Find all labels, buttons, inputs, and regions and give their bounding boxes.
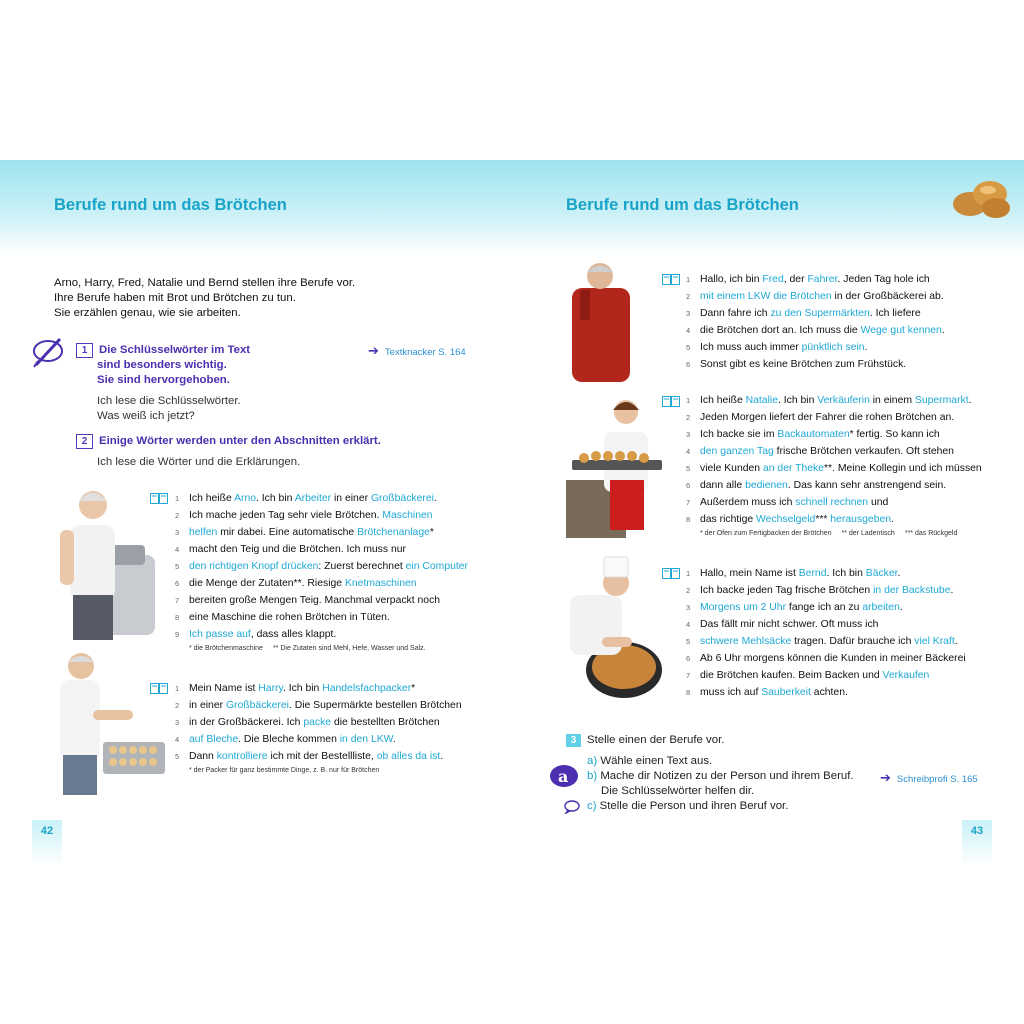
line-number: 2 [175, 701, 180, 710]
text-segment: . Die Supermärkte bestellen Brötchen [288, 700, 462, 711]
line-number: 3 [175, 528, 180, 537]
bread-rolls-icon [950, 172, 1012, 220]
footnote: * der Ofen zum Fertigbacken der Brötchen [700, 530, 832, 537]
keyword: Fred [762, 274, 784, 285]
text-segment: die Menge der Zutaten**. Riesige [189, 578, 345, 589]
line-number: 3 [175, 718, 180, 727]
left-page-title: Berufe rund um das Brötchen [54, 196, 287, 214]
natalie-text [686, 392, 982, 537]
line-number: 1 [175, 494, 180, 503]
task-instruction: Was weiß ich jetzt? [97, 410, 195, 422]
line-number: 7 [175, 596, 180, 605]
text-segment: Ich backe jeden Tag frische Brötchen [700, 585, 874, 596]
subtask-letter: c) [587, 800, 597, 812]
text-line [686, 460, 982, 477]
text-segment: **. Meine Kollegin und ich müssen [824, 463, 982, 474]
harry-photo [55, 650, 165, 795]
text-line [686, 616, 966, 633]
keyword: pünktlich sein [801, 342, 865, 353]
text-line [175, 714, 462, 731]
text-segment: . Jeden Tag hole ich [837, 274, 930, 285]
task-1 [76, 343, 250, 424]
line-number: 6 [686, 481, 691, 490]
keyword: Verkäuferin [817, 395, 870, 406]
text-line [686, 599, 966, 616]
text-line [686, 339, 945, 356]
text-segment: : Zuerst berechnet [318, 561, 406, 572]
keyword: Großbäckerei [370, 493, 434, 504]
keyword: Arno [234, 493, 257, 504]
book-icon [662, 274, 680, 285]
keyword: den richtigen Knopf drücken [189, 561, 319, 572]
text-segment: . [891, 514, 894, 525]
keyword: Arbeiter [294, 493, 332, 504]
keyword: Ich passe auf [189, 629, 251, 640]
text-segment: die bestellten Brötchen [331, 717, 440, 728]
task-number: 3 [566, 734, 581, 747]
line-number: 5 [686, 464, 691, 473]
subtask-text: Die Schlüsselwörter helfen dir. [601, 785, 755, 797]
text-segment: . [440, 751, 444, 762]
text-segment: ich mit der Bestellliste, [267, 751, 377, 762]
task-title-line: sind besonders wichtig. [97, 359, 227, 371]
bernd-text [686, 565, 966, 701]
text-segment: Sonst gibt es keine Brötchen zum Frühstück. [700, 359, 907, 370]
footnotes [189, 767, 462, 774]
text-segment: . [897, 568, 901, 579]
text-segment: . [941, 325, 945, 336]
text-segment: . Ich bin [826, 568, 866, 579]
line-number: 4 [175, 545, 180, 554]
text-line [686, 494, 982, 511]
text-line [175, 626, 468, 643]
text-segment: macht den Teig und die Brötchen. Ich muss nur [189, 544, 406, 555]
text-line [686, 392, 982, 409]
text-segment: * [429, 527, 434, 538]
harry-text [175, 680, 462, 774]
intro-text [54, 276, 355, 321]
keyword: schwere Mehlsäcke [700, 636, 792, 647]
footnote: ** Die Zutaten sind Mehl, Hefe, Wasser und Salz. [272, 645, 426, 652]
right-page-title: Berufe rund um das Brötchen [566, 196, 799, 214]
keyword: helfen [189, 527, 218, 538]
text-segment: Dann fahre ich [700, 308, 771, 319]
reference-text: Textknacker S. 164 [384, 347, 466, 358]
text-segment: , dass alles klappt. [250, 629, 337, 640]
keyword: Wege gut kennen [860, 325, 942, 336]
book-icon [662, 568, 680, 579]
line-number: 2 [686, 586, 691, 595]
footnote: ** der Ladentisch [841, 530, 895, 537]
write-icon [548, 763, 580, 789]
fred-photo [566, 260, 636, 382]
text-segment: Jeden Morgen liefert der Fahrer die rohen Brötchen an. [700, 412, 955, 423]
text-segment: Ich mache jeden Tag sehr viele Brötchen. [189, 510, 383, 521]
keyword: Harry [258, 683, 283, 694]
text-segment: achten. [810, 687, 848, 698]
line-number: 1 [686, 275, 691, 284]
text-line [686, 356, 945, 373]
speech-bubble-icon [564, 800, 580, 814]
line-number: 2 [686, 413, 691, 422]
arno-text [175, 490, 468, 652]
pencil-icon [30, 333, 70, 369]
text-line [686, 271, 945, 288]
text-segment: Dann [189, 751, 217, 762]
task-title: Die Schlüsselwörter im Text [99, 344, 251, 356]
task-instruction: Ich lese die Wörter und die Erklärungen. [97, 456, 301, 468]
text-line [175, 609, 468, 626]
footnote: *** das Rückgeld [904, 530, 958, 537]
text-segment: . Ich bin [778, 395, 818, 406]
keyword: ob alles da ist [376, 751, 441, 762]
natalie-photo [566, 390, 666, 538]
text-line [686, 565, 966, 582]
line-number: 8 [686, 688, 691, 697]
keyword: Brötchenanlage [357, 527, 430, 538]
keyword: Großbäckerei [225, 700, 289, 711]
footnotes [700, 530, 982, 537]
bernd-photo [566, 555, 662, 700]
text-segment: Ich heiße [189, 493, 235, 504]
text-segment: bereiten große Mengen Teig. Manchmal verpackt noch [189, 595, 441, 606]
text-segment: eine Maschine die rohen Brötchen in Tüten. [189, 612, 390, 623]
arno-photo [55, 485, 155, 640]
keyword: Maschinen [382, 510, 433, 521]
text-segment: . [899, 602, 903, 613]
text-segment: dann alle [700, 480, 746, 491]
text-segment: fange ich an zu [786, 602, 863, 613]
svg-text:a: a [558, 767, 569, 786]
subtask-letter: b) [587, 770, 598, 782]
line-number: 1 [175, 684, 180, 693]
textknacker-reference[interactable] [368, 343, 466, 359]
keyword: viel Kraft [914, 636, 955, 647]
page-number-right: 43 [962, 820, 992, 865]
task-instruction: Ich lese die Schlüsselwörter. [97, 395, 241, 407]
text-line [686, 443, 982, 460]
text-line [175, 592, 468, 609]
text-line [175, 748, 462, 765]
text-line [175, 575, 468, 592]
text-line [686, 650, 966, 667]
text-segment: und [868, 497, 889, 508]
line-number: 5 [175, 752, 180, 761]
text-segment: muss ich auf [700, 687, 762, 698]
text-line [686, 667, 966, 684]
task-title-line: Sie sind hervorgehoben. [97, 374, 230, 386]
text-line [175, 490, 468, 507]
keyword: Morgens um 2 Uhr [700, 602, 787, 613]
text-line [686, 426, 982, 443]
keyword: Fahrer [807, 274, 838, 285]
text-segment: tragen. Dafür brauche ich [791, 636, 915, 647]
line-number: 4 [686, 620, 691, 629]
keyword: auf Bleche [189, 734, 239, 745]
text-segment: . Ich bin [256, 493, 295, 504]
text-segment: viele Kunden [700, 463, 763, 474]
text-line [686, 477, 982, 494]
text-line [175, 731, 462, 748]
keyword: ein Computer [405, 561, 468, 572]
keyword: in der Backstube [873, 585, 951, 596]
footnotes [189, 645, 468, 652]
line-number: 6 [686, 360, 691, 369]
line-number: 6 [686, 654, 691, 663]
line-number: 9 [175, 630, 180, 639]
text-segment: Ich heiße [700, 395, 746, 406]
subtask-text: Stelle die Person und ihren Beruf vor. [599, 800, 789, 812]
text-line [686, 511, 982, 528]
text-segment: *** [815, 514, 831, 525]
text-line [175, 507, 468, 524]
text-segment: . Ich liefere [869, 308, 921, 319]
keyword: Natalie [745, 395, 778, 406]
intro-line: Sie erzählen genau, wie sie arbeiten. [54, 307, 241, 319]
subtask-text: Mache dir Notizen zu der Person und ihrem Beruf. [600, 770, 854, 782]
keyword: in den LKW [339, 734, 393, 745]
line-number: 7 [686, 671, 691, 680]
text-line [175, 524, 468, 541]
keyword: Handelsfachpacker [322, 683, 412, 694]
text-line [686, 322, 945, 339]
text-segment: * [411, 683, 416, 694]
text-segment: Hallo, mein Name ist [700, 568, 799, 579]
footnote: * der Packer für ganz bestimmte Dinge, z. B. nur für Brötchen [189, 767, 380, 774]
text-line [175, 697, 462, 714]
text-segment: Mein Name ist [189, 683, 259, 694]
footnote: * die Brötchenmaschine [189, 645, 263, 652]
keyword: Bäcker [865, 568, 898, 579]
text-segment: * fertig. So kann ich [849, 429, 940, 440]
text-segment: Außerdem muss ich [700, 497, 796, 508]
line-number: 8 [686, 515, 691, 524]
text-line [686, 684, 966, 701]
text-segment: . Ich bin [282, 683, 323, 694]
text-segment: Ab 6 Uhr morgens können die Kunden in meiner Bäckerei [700, 653, 966, 664]
keyword: packe [303, 717, 332, 728]
keyword: arbeiten [862, 602, 900, 613]
text-segment: in der Großbäckerei ab. [831, 291, 944, 302]
text-segment: frische Brötchen verkaufen. Oft stehen [773, 446, 954, 457]
line-number: 5 [686, 637, 691, 646]
schreibprofi-reference[interactable] [880, 770, 978, 786]
keyword: an der Theke [762, 463, 825, 474]
task-number: 2 [76, 434, 93, 449]
line-number: 3 [686, 430, 691, 439]
text-line [175, 558, 468, 575]
arrow-right-icon: ➔ [880, 770, 891, 785]
line-number: 4 [686, 447, 691, 456]
keyword: den ganzen Tag [700, 446, 774, 457]
keyword: Supermarkt [914, 395, 969, 406]
text-segment: Hallo, ich bin [700, 274, 763, 285]
text-segment: mir dabei. Eine automatische [217, 527, 358, 538]
text-line [686, 305, 945, 322]
text-segment: in einem [869, 395, 915, 406]
text-segment: . [954, 636, 958, 647]
keyword: Backautomaten [777, 429, 850, 440]
text-line [686, 288, 945, 305]
line-number: 7 [686, 498, 691, 507]
keyword: herausgeben [830, 514, 892, 525]
keyword: schnell rechnen [795, 497, 869, 508]
page-number-left: 42 [32, 820, 62, 865]
text-segment: in einer [189, 700, 226, 711]
intro-line: Arno, Harry, Fred, Natalie und Bernd stellen ihre Berufe vor. [54, 277, 356, 289]
text-segment: . [392, 734, 396, 745]
text-line [686, 633, 966, 650]
text-segment: . [433, 493, 437, 504]
line-number: 5 [175, 562, 180, 571]
book-icon [150, 493, 168, 504]
keyword: kontrolliere [216, 751, 268, 762]
keyword: Knetmaschinen [344, 578, 417, 589]
text-line [175, 541, 468, 558]
subtask-letter: a) [587, 755, 598, 767]
line-number: 4 [175, 735, 180, 744]
line-number: 4 [686, 326, 691, 335]
reference-text: Schreibprofi S. 165 [896, 774, 978, 785]
text-segment: Ich muss auch immer [700, 342, 802, 353]
text-line [686, 409, 982, 426]
task-title: Stelle einen der Berufe vor. [587, 734, 725, 746]
text-segment: in einer [331, 493, 371, 504]
keyword: Bernd [798, 568, 827, 579]
text-segment: . Das kann sehr anstrengend sein. [787, 480, 947, 491]
task-3 [566, 733, 854, 814]
text-segment: . [864, 342, 868, 353]
book-icon [150, 683, 168, 694]
line-number: 3 [686, 603, 691, 612]
text-segment: das richtige [700, 514, 757, 525]
line-number: 3 [686, 309, 691, 318]
subtask-text: Wähle einen Text aus. [600, 755, 713, 767]
text-segment: Ich backe sie im [700, 429, 778, 440]
line-number: 2 [686, 292, 691, 301]
arrow-right-icon: ➔ [368, 343, 379, 358]
keyword: Wechselgeld [756, 514, 816, 525]
line-number: 6 [175, 579, 180, 588]
text-segment: . [968, 395, 972, 406]
text-segment: Das fällt mir nicht schwer. Oft muss ich [700, 619, 879, 630]
text-segment: in der Großbäckerei. Ich [189, 717, 304, 728]
line-number: 2 [175, 511, 180, 520]
book-icon [662, 396, 680, 407]
text-segment: die Brötchen kaufen. Beim Backen und [700, 670, 883, 681]
book-spread [0, 160, 1024, 865]
task-2 [76, 434, 381, 470]
line-number: 5 [686, 343, 691, 352]
line-number: 8 [175, 613, 180, 622]
line-number: 1 [686, 396, 691, 405]
keyword: zu den Supermärkten [770, 308, 870, 319]
keyword: bedienen [745, 480, 788, 491]
task-title: Einige Wörter werden unter den Abschnitten erklärt. [99, 435, 381, 447]
fred-text [686, 271, 945, 373]
text-segment: . [950, 585, 954, 596]
task-number: 1 [76, 343, 93, 358]
text-segment: , der [783, 274, 808, 285]
text-line [175, 680, 462, 697]
keyword: Sauberkeit [761, 687, 811, 698]
keyword: mit einem LKW die Brötchen [700, 291, 832, 302]
text-line [686, 582, 966, 599]
text-segment: . Die Bleche kommen [238, 734, 340, 745]
line-number: 1 [686, 569, 691, 578]
intro-line: Ihre Berufe haben mit Brot und Brötchen zu tun. [54, 292, 296, 304]
keyword: Verkaufen [882, 670, 930, 681]
text-segment: die Brötchen dort an. Ich muss die [700, 325, 861, 336]
